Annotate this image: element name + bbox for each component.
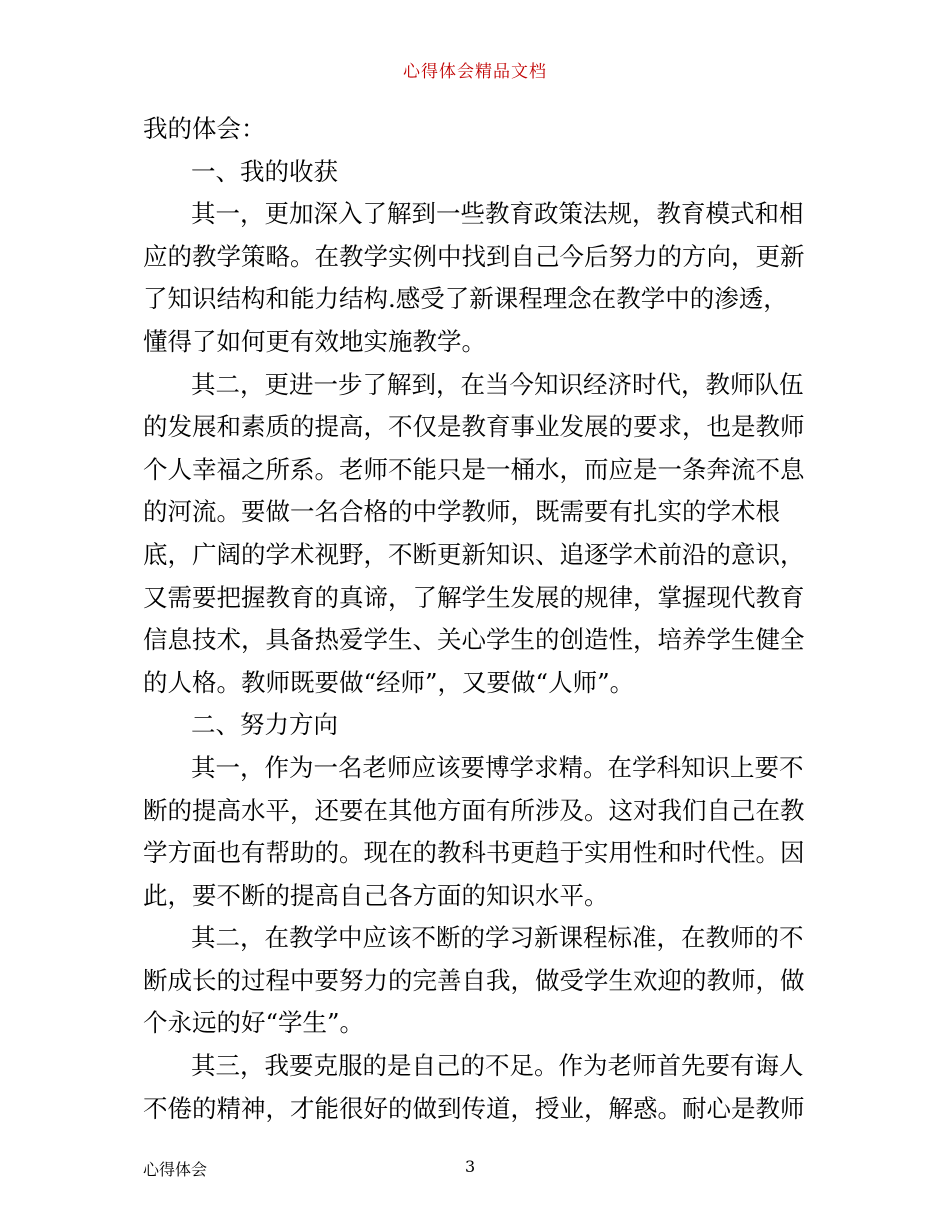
paragraph-line: 的人格。教师既要做“经师”，又要做“人师”。 bbox=[143, 667, 635, 697]
paragraph-line: 断的提高水平，还要在其他方面有所涉及。这对我们自己在教 bbox=[143, 795, 805, 825]
paragraph-line: 学方面也有帮助的。现在的教科书更趋于实用性和时代性。因 bbox=[143, 838, 805, 868]
document-body bbox=[143, 108, 815, 1130]
paragraph-line: 个人幸福之所系。老师不能只是一桶水，而应是一条奔流不息 bbox=[143, 454, 805, 484]
paragraph-line: 其一，更加深入了解到一些教育政策法规，教育模式和相 bbox=[191, 199, 804, 229]
paragraph-line: 此，要不断的提高自己各方面的知识水平。 bbox=[143, 880, 609, 910]
paragraph-line: 我的体会： bbox=[143, 114, 266, 143]
paragraph-line: 了知识结构和能力结构.感受了新课程理念在教学中的渗透， bbox=[143, 284, 788, 314]
paragraph-line: 其二，更进一步了解到，在当今知识经济时代，教师队伍 bbox=[191, 369, 804, 399]
paragraph-line: 其二，在教学中应该不断的学习新课程标准，在教师的不 bbox=[191, 923, 804, 953]
paragraph-line: 其三，我要克服的是自己的不足。作为老师首先要有诲人 bbox=[191, 1051, 804, 1081]
paragraph-line: 应的教学策略。在教学实例中找到自己今后努力的方向，更新 bbox=[143, 241, 805, 271]
paragraph-line: 懂得了如何更有效地实施教学。 bbox=[143, 326, 486, 356]
paragraph-line: 信息技术，具备热爱学生、关心学生的创造性，培养学生健全 bbox=[143, 625, 805, 655]
page-number: 3 bbox=[465, 1157, 476, 1176]
page-header-title: 心得体会精品文档 bbox=[403, 62, 547, 82]
paragraph-line: 断成长的过程中要努力的完善自我，做受学生欢迎的教师，做 bbox=[143, 965, 805, 995]
paragraph-line: 的河流。要做一名合格的中学教师，既需要有扎实的学术根 bbox=[143, 497, 780, 527]
footer-label: 心得体会 bbox=[143, 1160, 208, 1179]
paragraph-line: 又需要把握教育的真谛，了解学生发展的规律，掌握现代教育 bbox=[143, 582, 805, 612]
paragraph-line: 二、努力方向 bbox=[191, 710, 338, 740]
paragraph-line: 不倦的精神，才能很好的做到传道，授业，解惑。耐心是教师 bbox=[143, 1093, 805, 1123]
paragraph-line: 一、我的收获 bbox=[191, 156, 338, 186]
paragraph-line: 的发展和素质的提高，不仅是教育事业发展的要求，也是教师 bbox=[143, 412, 805, 442]
paragraph-line: 个永远的好“学生”。 bbox=[143, 1008, 365, 1038]
paragraph-line: 其一，作为一名老师应该要博学求精。在学科知识上要不 bbox=[191, 752, 804, 782]
paragraph-line: 底，广阔的学术视野，不断更新知识、追逐学术前沿的意识， bbox=[143, 539, 805, 569]
